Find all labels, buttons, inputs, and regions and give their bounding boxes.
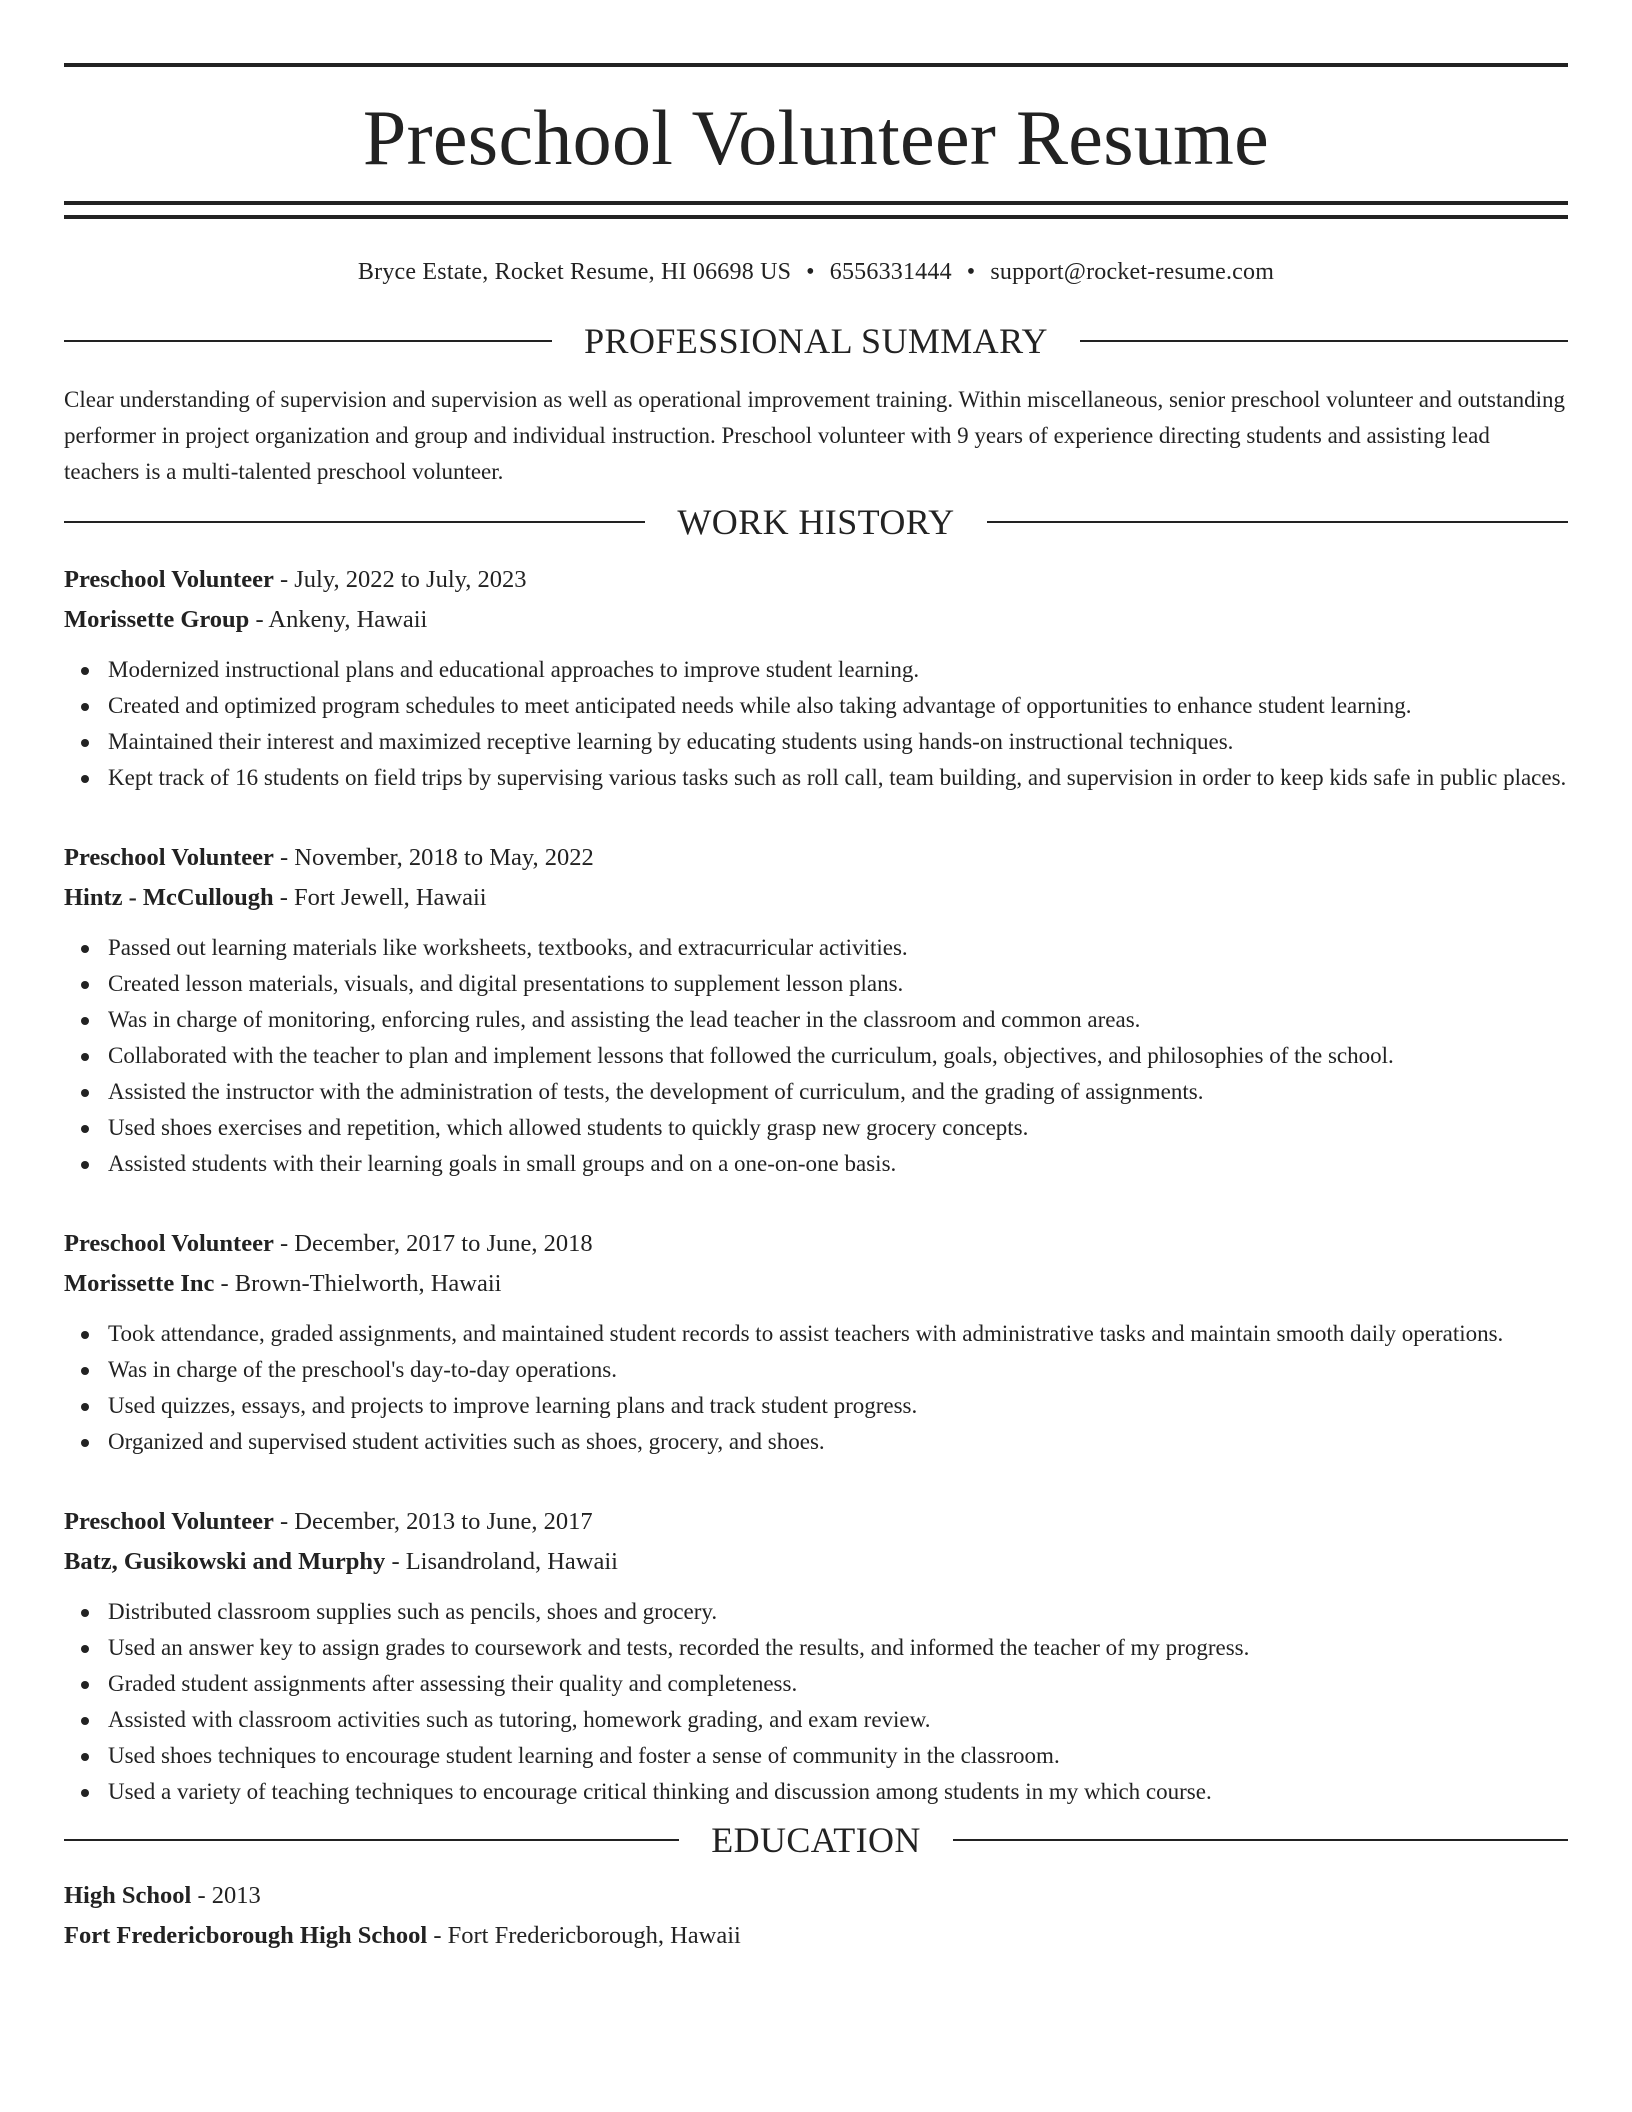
education-school: Fort Fredericborough High School xyxy=(64,1922,428,1949)
education-degree: High School xyxy=(64,1882,192,1909)
resume-page xyxy=(64,0,1568,1956)
job-bullet xyxy=(64,1146,1568,1182)
title-bottom-double-rule xyxy=(64,201,1568,219)
job-entry xyxy=(64,1502,1568,1810)
job-bullet-text: Assisted with classroom activities such as tutoring, homework grading, and exam review. xyxy=(108,1707,931,1732)
summary-heading-label: PROFESSIONAL SUMMARY xyxy=(584,321,1048,361)
job-bullet-text: Kept track of 16 students on field trips by supervising various tasks such as roll call, team building, and supervision in order to keep kids safe in public places. xyxy=(108,765,1567,790)
job-bullet xyxy=(64,652,1568,688)
heading-rule-left xyxy=(64,1839,679,1841)
job-title-line xyxy=(64,1502,1568,1542)
bullet-dot-icon xyxy=(81,739,89,747)
job-title-line xyxy=(64,838,1568,878)
contact-email: support@rocket-resume.com xyxy=(990,259,1275,285)
job-bullet-text: Created lesson materials, visuals, and digital presentations to supplement lesson plans. xyxy=(108,971,904,996)
bullet-dot-icon xyxy=(81,1161,89,1169)
job-bullet xyxy=(64,1388,1568,1424)
heading-rule-right xyxy=(953,1839,1568,1841)
bullet-dot-icon xyxy=(81,981,89,989)
job-company: Morissette Group xyxy=(64,606,250,633)
contact-phone: 6556331444 xyxy=(829,259,952,285)
job-bullet xyxy=(64,1774,1568,1810)
job-dates: - July, 2022 to July, 2023 xyxy=(273,566,527,593)
job-bullet xyxy=(64,688,1568,724)
job-location: - Brown-Thielworth, Hawaii xyxy=(214,1270,502,1297)
bullet-dot-icon xyxy=(81,1367,89,1375)
job-title: Preschool Volunteer xyxy=(64,566,274,593)
job-bullet xyxy=(64,1594,1568,1630)
bullet-dot-icon xyxy=(81,1753,89,1761)
heading-rule-left xyxy=(64,340,552,342)
education-school-line xyxy=(64,1916,1568,1956)
job-bullet xyxy=(64,1738,1568,1774)
job-bullet xyxy=(64,966,1568,1002)
education-degree-line xyxy=(64,1876,1568,1916)
job-company-line xyxy=(64,1264,1568,1304)
job-entry xyxy=(64,838,1568,1182)
job-title: Preschool Volunteer xyxy=(64,1508,274,1535)
bullet-dot-icon xyxy=(81,1717,89,1725)
bullet-dot-icon xyxy=(81,1439,89,1447)
education-heading-label: EDUCATION xyxy=(711,1820,921,1860)
job-bullet xyxy=(64,1630,1568,1666)
job-bullet xyxy=(64,1666,1568,1702)
job-bullet-list xyxy=(64,930,1568,1182)
bullet-dot-icon xyxy=(81,1017,89,1025)
job-bullet-list xyxy=(64,652,1568,796)
bullet-dot-icon xyxy=(81,1609,89,1617)
bullet-dot-icon xyxy=(81,1403,89,1411)
education-year: - 2013 xyxy=(191,1882,261,1909)
job-company-line xyxy=(64,600,1568,640)
job-bullet-text: Used quizzes, essays, and projects to improve learning plans and track student progress. xyxy=(108,1393,918,1418)
job-bullet-text: Was in charge of monitoring, enforcing rules, and assisting the lead teacher in the classroom and common areas. xyxy=(108,1007,1141,1032)
job-bullet xyxy=(64,1424,1568,1460)
bullet-dot-icon xyxy=(81,1089,89,1097)
bullet-dot-icon xyxy=(81,1331,89,1339)
education-entry xyxy=(64,1876,1568,1956)
job-bullet xyxy=(64,1110,1568,1146)
bullet-dot-icon xyxy=(81,945,89,953)
heading-rule-right xyxy=(1080,340,1568,342)
job-bullet-text: Assisted students with their learning goals in small groups and on a one-on-one basis. xyxy=(108,1151,897,1176)
title-top-rule xyxy=(64,63,1568,67)
job-bullet-text: Collaborated with the teacher to plan and implement lessons that followed the curriculum, goals, objectives, and philosophies of the school. xyxy=(108,1043,1394,1068)
job-bullet xyxy=(64,1352,1568,1388)
bullet-dot-icon xyxy=(81,1789,89,1797)
job-bullet-list xyxy=(64,1594,1568,1810)
bullet-dot-icon xyxy=(81,703,89,711)
job-entry xyxy=(64,560,1568,796)
bullet-dot-icon xyxy=(81,1645,89,1653)
bullet-dot-icon xyxy=(81,667,89,675)
job-bullet-text: Created and optimized program schedules to meet anticipated needs while also taking advantage of opportunities to enhance student learning. xyxy=(108,693,1412,718)
job-bullet-text: Modernized instructional plans and educational approaches to improve student learning. xyxy=(108,657,920,682)
job-dates: - November, 2018 to May, 2022 xyxy=(273,844,594,871)
work-history-list xyxy=(64,560,1568,1810)
job-bullet-text: Graded student assignments after assessing their quality and completeness. xyxy=(108,1671,798,1696)
job-bullet xyxy=(64,1002,1568,1038)
job-bullet-text: Passed out learning materials like worksheets, textbooks, and extracurricular activities. xyxy=(108,935,908,960)
job-dates: - December, 2013 to June, 2017 xyxy=(273,1508,593,1535)
contact-line xyxy=(64,257,1568,287)
contact-address: Bryce Estate, Rocket Resume, HI 06698 US xyxy=(357,259,792,285)
contact-separator: • xyxy=(966,259,976,285)
job-company: Morissette Inc xyxy=(64,1270,215,1297)
job-company-line xyxy=(64,1542,1568,1582)
education-section-heading xyxy=(64,1820,1568,1860)
job-location: - Ankeny, Hawaii xyxy=(249,606,428,633)
job-dates: - December, 2017 to June, 2018 xyxy=(273,1230,593,1257)
bullet-dot-icon xyxy=(81,775,89,783)
job-bullet xyxy=(64,930,1568,966)
job-bullet-list xyxy=(64,1316,1568,1460)
job-bullet-text: Used an answer key to assign grades to coursework and tests, recorded the results, and informed the teacher of my progress. xyxy=(108,1635,1250,1660)
job-bullet xyxy=(64,1316,1568,1352)
job-bullet xyxy=(64,1038,1568,1074)
job-entry xyxy=(64,1224,1568,1460)
work-section-heading xyxy=(64,502,1568,542)
heading-rule-right xyxy=(987,521,1568,523)
job-title: Preschool Volunteer xyxy=(64,844,274,871)
heading-rule-left xyxy=(64,521,645,523)
job-bullet xyxy=(64,1702,1568,1738)
job-bullet-text: Distributed classroom supplies such as pencils, shoes and grocery. xyxy=(108,1599,718,1624)
job-bullet-text: Used a variety of teaching techniques to encourage critical thinking and discussion among students in my which course. xyxy=(108,1779,1212,1804)
job-bullet-text: Was in charge of the preschool's day-to-day operations. xyxy=(108,1357,617,1382)
education-location: - Fort Fredericborough, Hawaii xyxy=(427,1922,741,1949)
job-title: Preschool Volunteer xyxy=(64,1230,274,1257)
job-company: Batz, Gusikowski and Murphy xyxy=(64,1548,386,1575)
bullet-dot-icon xyxy=(81,1681,89,1689)
job-title-line xyxy=(64,560,1568,600)
job-bullet-text: Maintained their interest and maximized receptive learning by educating students using hands-on instructional techniques. xyxy=(108,729,1234,754)
job-location: - Lisandroland, Hawaii xyxy=(385,1548,618,1575)
job-bullet-text: Organized and supervised student activities such as shoes, grocery, and shoes. xyxy=(108,1429,825,1454)
job-bullet-text: Used shoes exercises and repetition, which allowed students to quickly grasp new grocery concepts. xyxy=(108,1115,1029,1140)
job-bullet xyxy=(64,1074,1568,1110)
job-bullet-text: Used shoes techniques to encourage student learning and foster a sense of community in the classroom. xyxy=(108,1743,1060,1768)
bullet-dot-icon xyxy=(81,1125,89,1133)
summary-section-heading xyxy=(64,321,1568,361)
job-company-line xyxy=(64,878,1568,918)
job-title-line xyxy=(64,1224,1568,1264)
work-heading-label: WORK HISTORY xyxy=(677,502,955,542)
bullet-dot-icon xyxy=(81,1053,89,1061)
job-company: Hintz - McCullough xyxy=(64,884,274,911)
job-bullet xyxy=(64,724,1568,760)
resume-title: Preschool Volunteer Resume xyxy=(362,94,1270,181)
contact-separator: • xyxy=(806,259,815,285)
job-bullet-text: Took attendance, graded assignments, and maintained student records to assist teachers with administrative tasks and maintain smooth daily operations. xyxy=(108,1321,1504,1346)
job-bullet xyxy=(64,760,1568,796)
summary-text: Clear understanding of supervision and supervision as well as operational improvement training. Within miscellaneous, senior preschool volunteer and outstanding performer in project organization and group and individual instruction. Preschool volunteer with 9 years of experience directing students and assisting lead teachers is a multi-talented preschool volunteer. xyxy=(64,387,1565,484)
job-location: - Fort Jewell, Hawaii xyxy=(273,884,487,911)
job-bullet-text: Assisted the instructor with the administration of tests, the development of curriculum, and the grading of assignments. xyxy=(108,1079,1204,1104)
